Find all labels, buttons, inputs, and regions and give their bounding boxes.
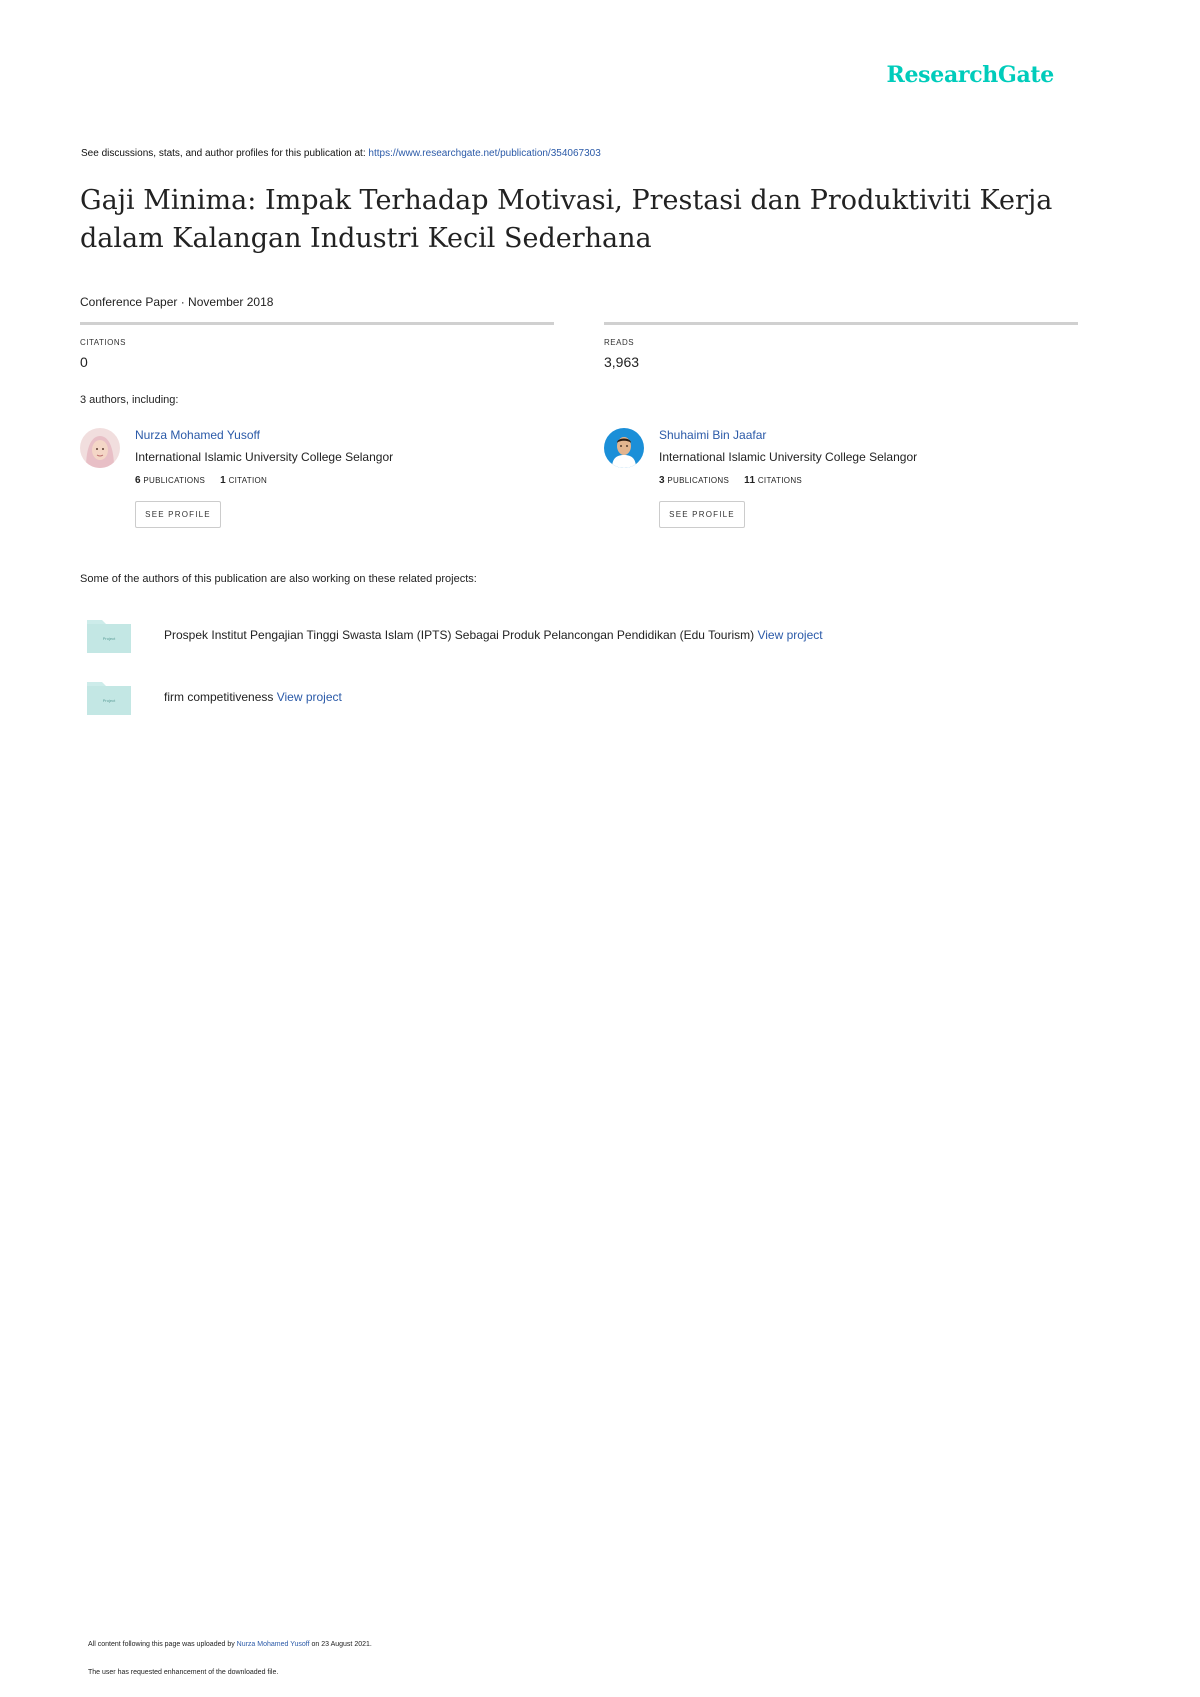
project-title: Prospek Institut Pengajian Tinggi Swasta Islam (IPTS) Sebagai Produk Pelancongan Pendidikan (Edu Tourism) [164,628,758,642]
discussions-prefix: See discussions, stats, and author profiles for this publication at: [81,148,369,159]
publication-meta: Conference Paper · November 2018 [80,295,274,309]
author-name-link[interactable]: Shuhaimi Bin Jaafar [659,428,767,442]
author-institution: International Islamic University College Selangor [659,450,918,464]
reads-label: READS [604,338,635,347]
avatar-man-icon[interactable] [604,428,644,468]
project-item [86,616,1086,656]
publications-label: PUBLICATIONS [143,476,206,485]
see-profile-button[interactable]: SEE PROFILE [659,501,745,528]
project-title: firm competitiveness [164,690,277,704]
reads-value: 3,963 [604,354,640,370]
citations-label: CITATION [228,476,268,485]
discussions-line [81,148,601,159]
citations-count: 11 [744,475,756,486]
projects-heading: Some of the authors of this publication are also working on these related projects: [80,573,477,585]
avatar-woman-hijab-icon[interactable] [80,428,120,468]
project-item [86,678,1086,718]
author-card [80,428,560,538]
folder-icon-label: Project [102,698,116,703]
citations-value: 0 [80,354,88,370]
divider-left [80,322,554,325]
author-institution: International Islamic University College Selangor [135,450,394,464]
folder-icon[interactable] [86,616,132,654]
upload-suffix: on 23 August 2021. [309,1641,372,1648]
divider-right [604,322,1078,325]
author-stats [659,475,802,486]
project-text [164,690,342,704]
project-text [164,628,823,642]
publications-count: 6 [135,475,141,486]
citations-count: 1 [220,475,227,486]
author-name-link[interactable]: Nurza Mohamed Yusoff [135,428,260,442]
footer-request-note: The user has requested enhancement of the downloaded file. [88,1669,279,1676]
uploader-link[interactable]: Nurza Mohamed Yusoff [236,1641,310,1648]
folder-icon-label: Project [102,636,116,641]
publication-url-link[interactable]: https://www.researchgate.net/publication/354067303 [368,148,601,159]
publications-label: PUBLICATIONS [667,476,730,485]
citations-label: CITATIONS [757,476,803,485]
footer-upload-note [88,1641,372,1648]
authors-heading: 3 authors, including: [80,394,179,406]
folder-icon[interactable] [86,678,132,716]
author-stats [135,475,267,486]
author-card [604,428,1084,538]
view-project-link[interactable]: View project [276,690,342,704]
publications-count: 3 [659,475,665,486]
publication-title: Gaji Minima: Impak Terhadap Motivasi, Prestasi dan Produktiviti Kerja dalam Kalangan Industri Kecil Sederhana [80,185,1053,254]
upload-prefix: All content following this page was uploaded by [88,1641,237,1648]
view-project-link[interactable]: View project [757,628,823,642]
citations-label: CITATIONS [80,338,126,347]
researchgate-logo[interactable]: ResearchGate [886,62,1054,88]
see-profile-button[interactable]: SEE PROFILE [135,501,221,528]
